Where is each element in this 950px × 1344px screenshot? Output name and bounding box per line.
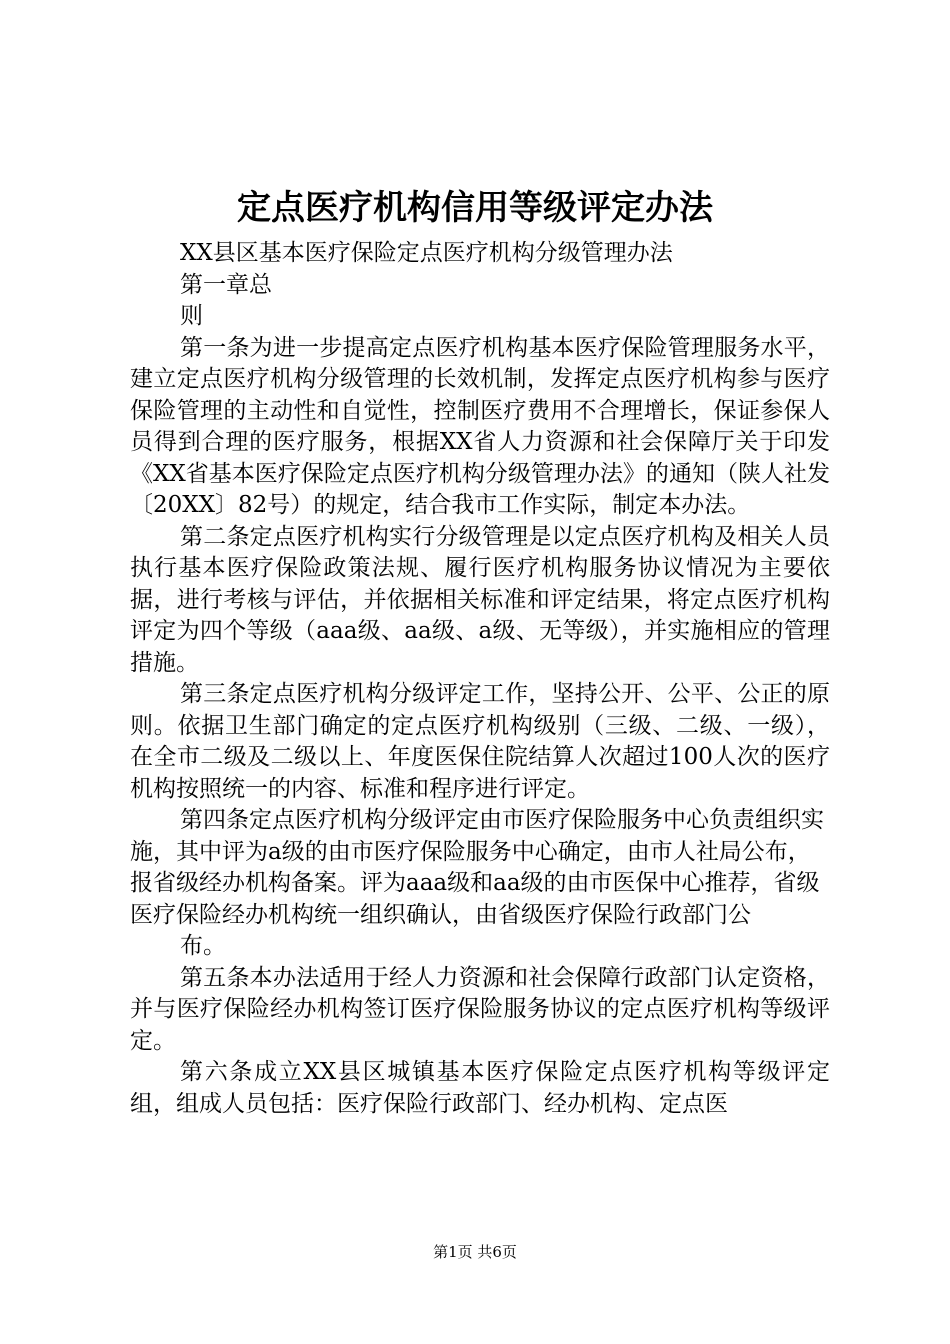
article-6: 第六条成立XX县区城镇基本医疗保险定点医疗机构等级评定组，组成人员包括：医疗保险行政部门、经办机构、定点医 [130, 1059, 830, 1117]
article-2: 第二条定点医疗机构实行分级管理是以定点医疗机构及相关人员执行基本医疗保险政策法规、履行医疗机构服务协议情况为主要依据，进行考核与评估，并依据相关标准和评定结果，将定点医疗机构评定为四个等级（aaa级、aa级、a级、无等级），并实施相应的管理措施。 [130, 523, 830, 676]
article-4: 第四条定点医疗机构分级评定由市医疗保险服务中心负责组织实施，其中评为a级的由市医疗保险服务中心确定，由市人社局公布，报省级经办机构备案。评为aaa级和aa级的由市医保中心推荐，省级医疗保险经办机构统一组织确认，由省级医疗保险行政部门公 [130, 807, 824, 928]
document-title: 定点医疗机构信用等级评定办法 [237, 188, 713, 228]
chapter-heading: 第一章总 [180, 271, 272, 298]
subtitle: XX县区基本医疗保险定点医疗机构分级管理办法 [180, 240, 673, 266]
chapter-heading-continued: 则 [180, 303, 203, 329]
document-body [130, 238, 830, 1120]
article-1: 第一条为进一步提高定点医疗机构基本医疗保险管理服务水平，建立定点医疗机构分级管理的长效机制，发挥定点医疗机构参与医疗保险管理的主动性和自觉性，控制医疗费用不合理增长，保证参保人员得到合理的医疗服务，根据XX省人力资源和社会保障厅关于印发《XX省基本医疗保险定点医疗机构分级管理办法》的通知（陕人社发〔20XX〕82号）的规定，结合我市工作实际，制定本办法。 [130, 334, 830, 518]
page-footer: 第1页 共6页 [433, 1243, 517, 1261]
article-4-continued: 布。 [180, 933, 226, 959]
article-3: 第三条定点医疗机构分级评定工作，坚持公开、公平、公正的原则。依据卫生部门确定的定点医疗机构级别（三级、二级、一级），在全市二级及二级以上、年度医保住院结算人次超过100人次的医疗机构按照统一的内容、标准和程序进行评定。 [130, 681, 830, 802]
article-5: 第五条本办法适用于经人力资源和社会保障行政部门认定资格，并与医疗保险经办机构签订医疗保险服务协议的定点医疗机构等级评定。 [130, 964, 830, 1054]
